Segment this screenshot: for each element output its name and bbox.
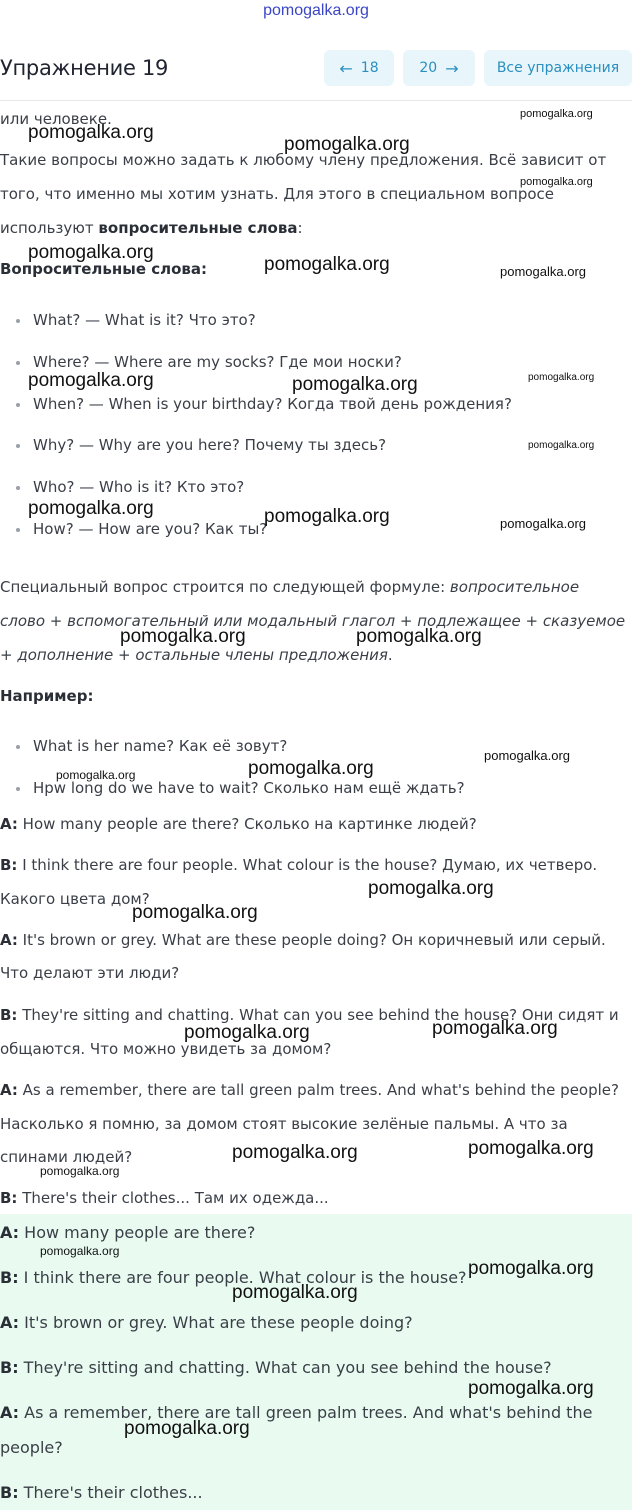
answer-line: B: I think there are four people. What colour is the house? — [0, 1268, 467, 1287]
dialog-line: Насколько я помню, за домом стоят высокие зелёные пальмы. А что за — [0, 1115, 568, 1133]
watermark: pomogalka.org — [356, 626, 482, 647]
bullet-dot — [16, 444, 20, 448]
dialog-line: A: How many people are there? Сколько на картинке людей? — [0, 815, 477, 833]
answer-line: A: It's brown or grey. What are these people doing? — [0, 1313, 413, 1332]
watermark: pomogalka.org — [432, 1018, 558, 1039]
next-exercise-button[interactable] — [403, 50, 475, 86]
watermark: pomogalka.org — [184, 1022, 310, 1043]
header-divider — [0, 100, 632, 101]
bullet-dot — [16, 319, 20, 323]
watermark: pomogalka.org — [264, 506, 390, 527]
text-line: + дополнение + остальные члены предложения. — [0, 646, 393, 664]
watermark: pomogalka.org — [248, 758, 374, 779]
answer-line: A: As a remember, there are tall green palm trees. And what's behind the — [0, 1403, 593, 1422]
dialog-line: A: As a remember, there are tall green palm trees. And what's behind the people? — [0, 1081, 619, 1099]
watermark: pomogalka.org — [56, 768, 136, 782]
text-bold: вопросительные слова — [98, 219, 298, 237]
arrow-right-icon: → — [445, 58, 459, 78]
dialog-line: B: There's their clothes... Там их одежда... — [0, 1189, 329, 1207]
watermark: pomogalka.org — [528, 372, 595, 383]
bullet-dot — [16, 528, 20, 532]
section-heading: Вопросительные слова: — [0, 260, 208, 278]
answer-line: people? — [0, 1438, 63, 1457]
site-watermark-top[interactable]: pomogalka.org — [263, 2, 369, 19]
answer-line: B: There's their clothes... — [0, 1483, 203, 1502]
watermark: pomogalka.org — [284, 134, 410, 155]
answer-line: A: How many people are there? — [0, 1223, 256, 1242]
watermark: pomogalka.org — [40, 1164, 120, 1178]
text-line: того, что именно мы хотим узнать. Для этого в специальном вопросе — [0, 185, 555, 203]
text-line: или человеке. — [0, 110, 112, 128]
text-plain: используют — [0, 219, 99, 237]
dialog-line: A: It's brown or grey. What are these people doing? Он коричневый или серый. — [0, 931, 606, 949]
answer-line: B: They're sitting and chatting. What can you see behind the house? — [0, 1358, 552, 1377]
watermark: pomogalka.org — [28, 370, 154, 391]
dialog-line: Какого цвета дом? — [0, 890, 150, 908]
next-exercise-label: 20 — [419, 60, 438, 76]
exercise-header — [0, 48, 632, 90]
dialog-line: B: They're sitting and chatting. What can you see behind the house? Они сидят и — [0, 1006, 619, 1024]
text-line: слово + вспомогательный или модальный глагол + подлежащее + сказуемое — [0, 612, 626, 630]
watermark: pomogalka.org — [484, 748, 570, 763]
all-exercises-button[interactable] — [484, 50, 632, 86]
prev-exercise-button[interactable] — [324, 50, 394, 86]
arrow-left-icon: ← — [339, 58, 353, 78]
bullet-dot — [16, 486, 20, 490]
watermark: pomogalka.org — [520, 176, 593, 188]
text-line: Такие вопросы можно задать к любому члену предложения. Всё зависит от — [0, 151, 607, 169]
watermark: pomogalka.org — [500, 516, 586, 531]
dialog-line: Что делают эти люди? — [0, 964, 180, 982]
watermark: pomogalka.org — [520, 108, 593, 120]
bullet-dot — [16, 745, 20, 749]
watermark: pomogalka.org — [40, 1244, 120, 1258]
dialog-line: спинами людей? — [0, 1148, 133, 1166]
watermark: pomogalka.org — [232, 1142, 358, 1163]
text-punct: : — [297, 219, 303, 237]
watermark: pomogalka.org — [28, 242, 154, 263]
watermark: pomogalka.org — [468, 1258, 594, 1279]
watermark: pomogalka.org — [528, 440, 595, 451]
dialog-line: B: I think there are four people. What colour is the house? Думаю, их четверо. — [0, 856, 598, 874]
bullet-dot — [16, 403, 20, 407]
watermark: pomogalka.org — [264, 254, 390, 275]
watermark: pomogalka.org — [468, 1378, 594, 1399]
watermark: pomogalka.org — [500, 264, 586, 279]
text-line: Специальный вопрос строится по следующей формуле: вопросительное — [0, 578, 580, 596]
watermark: pomogalka.org — [124, 1418, 250, 1439]
bullet-dot — [16, 787, 20, 791]
watermark: pomogalka.org — [468, 1138, 594, 1159]
prev-exercise-label: 18 — [360, 60, 379, 76]
section-heading: Например: — [0, 687, 94, 705]
watermark: pomogalka.org — [28, 498, 154, 519]
watermark: pomogalka.org — [292, 374, 418, 395]
page-title: Упражнение 19 — [0, 56, 169, 80]
text-italic: вопросительное — [449, 578, 580, 596]
dialog-line: общаются. Что можно увидеть за домом? — [0, 1040, 332, 1058]
watermark: pomogalka.org — [232, 1282, 358, 1303]
text-line — [0, 219, 632, 237]
bullet-dot — [16, 361, 20, 365]
watermark: pomogalka.org — [132, 902, 258, 923]
watermark: pomogalka.org — [28, 122, 154, 143]
watermark: pomogalka.org — [120, 626, 246, 647]
all-exercises-label: Все упражнения — [496, 60, 620, 76]
watermark: pomogalka.org — [368, 878, 494, 899]
